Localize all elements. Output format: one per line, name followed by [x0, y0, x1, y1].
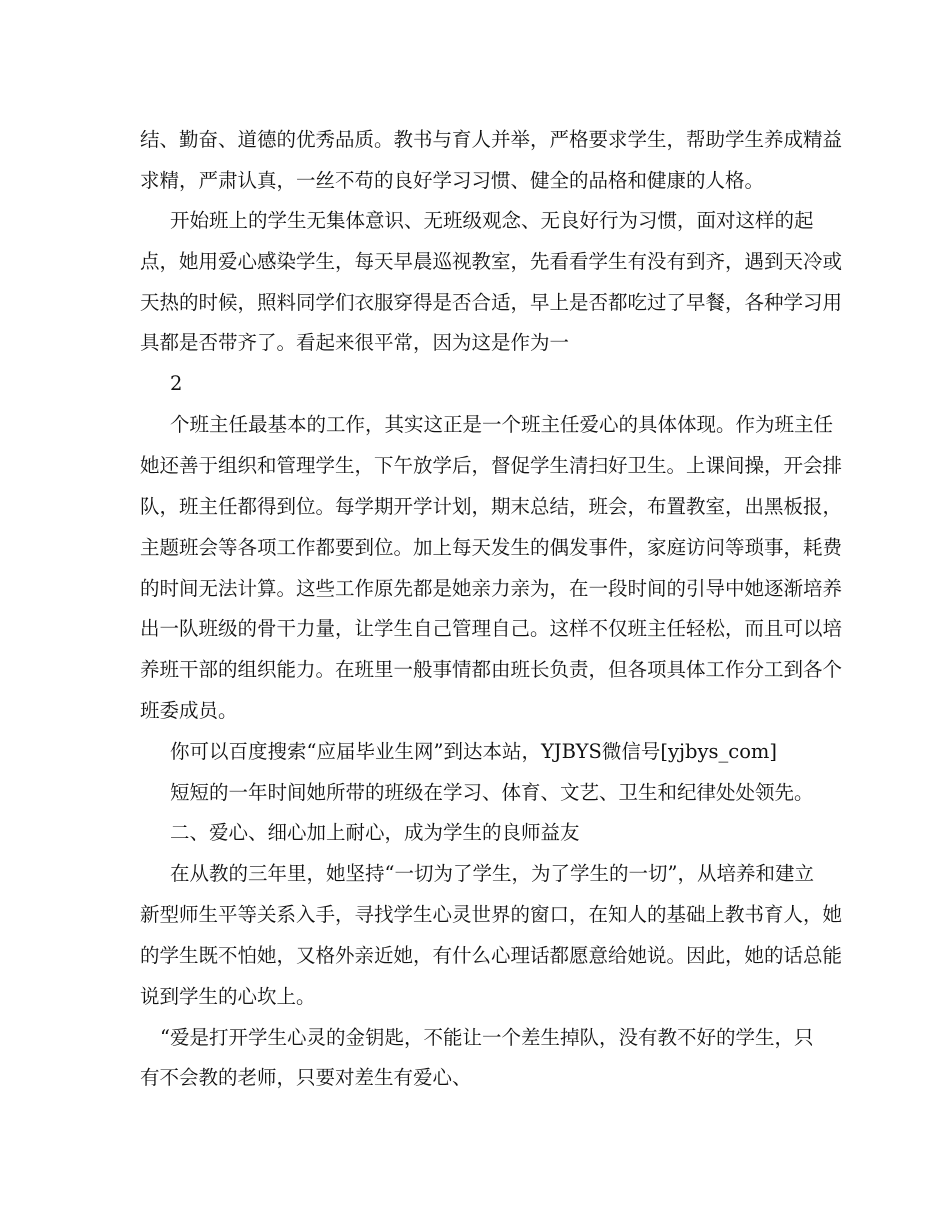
text-line: 个班主任最基本的工作，其实这正是一个班主任爱心的具体体现。作为班主任	[170, 413, 834, 436]
text-line: 她还善于组织和管理学生，下午放学后，督促学生清扫好卫生。上课间操，开会排	[140, 454, 843, 477]
text-line: 在从教的三年里，她坚持“一切为了学生，为了学生的一切”，从培养和建立	[170, 862, 814, 885]
section-heading: 二、爱心、细心加上耐心，成为学生的良师益友	[170, 821, 580, 844]
text-line: 天热的时候，照料同学们衣服穿得是否合适，早上是否都吃过了早餐，各种学习用	[140, 291, 843, 314]
text-line: 短短的一年时间她所带的班级在学习、体育、文艺、卫生和纪律处处领先。	[170, 781, 814, 804]
text-line: 班委成员。	[140, 699, 238, 722]
text-line: 的学生既不怕她，又格外亲近她，有什么心理话都愿意给她说。因此，她的话总能	[140, 944, 843, 967]
text-line: 的时间无法计算。这些工作原先都是她亲力亲为，在一段时间的引导中她逐渐培养	[140, 577, 843, 600]
text-line: 队，班主任都得到位。每学期开学计划，期末总结，班会，布置教室，出黑板报，	[140, 495, 843, 518]
text-line: 新型师生平等关系入手，寻找学生心灵世界的窗口，在知人的基础上教书育人，她	[140, 903, 843, 926]
text-line: 结、勤奋、道德的优秀品质。教书与育人并举，严格要求学生，帮助学生养成精益	[140, 128, 843, 151]
text-line: “爱是打开学生心灵的金钥匙，不能让一个差生掉队，没有教不好的学生，只	[160, 1026, 814, 1049]
text-line: 有不会教的老师，只要对差生有爱心、	[140, 1066, 472, 1089]
text-line: 主题班会等各项工作都要到位。加上每天发生的偶发事件，家庭访问等琐事，耗费	[140, 536, 843, 559]
text-line: 养班干部的组织能力。在班里一般事情都由班长负责，但各项具体工作分工到各个	[140, 658, 843, 681]
text-line: 具都是否带齐了。看起来很平常，因为这是作为一	[140, 331, 570, 354]
page-number: 2	[170, 372, 183, 395]
text-line: 开始班上的学生无集体意识、无班级观念、无良好行为习惯，面对这样的起	[170, 209, 814, 232]
text-line: 求精，严肃认真，一丝不苟的良好学习习惯、健全的品格和健康的人格。	[140, 169, 765, 192]
text-line: 说到学生的心坎上。	[140, 985, 316, 1008]
text-line: 你可以百度搜索“应届毕业生网”到达本站，YJBYS微信号[yjbys_com]	[170, 740, 778, 763]
text-line: 出一队班级的骨干力量，让学生自己管理自己。这样不仅班主任轻松，而且可以培	[140, 617, 843, 640]
text-line: 点，她用爱心感染学生，每天早晨巡视教室，先看看学生有没有到齐，遇到天冷或	[140, 250, 843, 273]
